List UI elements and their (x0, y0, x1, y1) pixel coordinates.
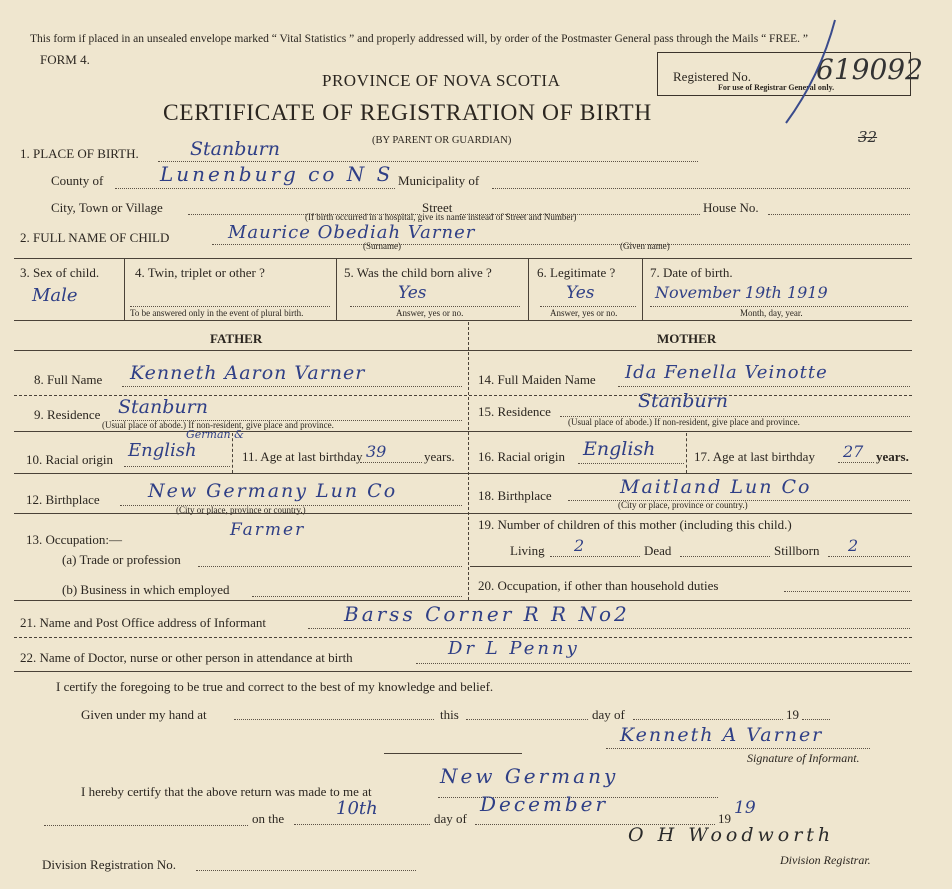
day-of2-label: day of (434, 811, 467, 826)
mother-age-value: 27 (843, 442, 864, 461)
year-prefix: 19 (786, 707, 799, 722)
mother-name-label: 14. Full Maiden Name (478, 372, 596, 387)
doctor-value: Dr L Penny (448, 638, 580, 659)
father-trade-label: (a) Trade or profession (62, 552, 181, 567)
father-residence-note: (Usual place of abode.) If non-resident, give place and province. (102, 420, 334, 430)
mail-notice: This form if placed in an unsealed envelope marked “ Vital Statistics ” and properly addressed will, by order of the Postmaster General pass through the Mails “ FREE. ” (30, 33, 809, 45)
twin-note: To be answered only in the event of plural birth. (130, 308, 304, 318)
doctor-label: 22. Name of Doctor, nurse or other person in attendance at birth (20, 650, 353, 665)
mother-children-label: 19. Number of children of this mother (including this child.) (478, 517, 792, 532)
city-label: City, Town or Village (51, 200, 163, 215)
child-name-label: 2. FULL NAME OF CHILD (20, 230, 170, 245)
mother-racial-label: 16. Racial origin (478, 449, 566, 464)
mother-birthplace-label: 18. Birthplace (478, 488, 552, 503)
father-racial-label: 10. Racial origin (26, 452, 114, 467)
page-title: CERTIFICATE OF REGISTRATION OF BIRTH (163, 100, 652, 126)
given-under-label: Given under my hand at (81, 707, 207, 722)
street-label: Street (422, 200, 453, 215)
father-birthplace-value: New Germany Lun Co (148, 480, 398, 502)
mother-birthplace-note: (City or place, province or country.) (618, 500, 748, 510)
father-racial-extra: German & (186, 428, 244, 441)
stillborn-value: 2 (848, 536, 859, 555)
father-birthplace-label: 12. Birthplace (26, 492, 100, 507)
informant-signature: Kenneth A Varner (620, 724, 824, 746)
surname-note: (Surname) (363, 241, 401, 251)
mother-age-label: 17. Age at last birthday (694, 449, 815, 464)
certify-statement: I certify the foregoing to be true and correct to the best of my knowledge and belief. (56, 679, 494, 694)
legitimate-label: 6. Legitimate ? (537, 265, 616, 280)
day-value: 10th (336, 798, 378, 819)
birth-date-label: 7. Date of birth. (650, 265, 733, 280)
page-subtitle: (BY PARENT OR GUARDIAN) (372, 135, 512, 146)
informant-label: 21. Name and Post Office address of Informant (20, 615, 266, 630)
mother-years-label: years. (876, 449, 909, 464)
registered-label: Registered No. (673, 69, 751, 84)
sex-label: 3. Sex of child. (20, 265, 100, 280)
alive-note: Answer, yes or no. (396, 308, 464, 318)
alive-label: 5. Was the child born alive ? (344, 265, 492, 280)
twin-label: 4. Twin, triplet or other ? (135, 265, 265, 280)
father-years-label: years. (424, 449, 455, 464)
county-value: Lunenburg co N S (160, 162, 394, 186)
mother-name-value: Ida Fenella Veinotte (625, 362, 828, 383)
father-age-label: 11. Age at last birthday (242, 449, 363, 464)
day-of-label: day of (592, 707, 625, 722)
registrar-use-note: For use of Registrar General only. (718, 83, 835, 92)
place-of-birth-value: Stanburn (190, 138, 280, 160)
father-racial-value: English (128, 440, 197, 461)
father-age-value: 39 (366, 442, 387, 461)
given-name-note: (Given name) (620, 241, 670, 251)
sex-value: Male (32, 285, 78, 306)
return-place-value: New Germany (440, 764, 619, 788)
return-label: I hereby certify that the above return was made to me at (81, 784, 372, 799)
municipality-label: Municipality of (398, 173, 480, 188)
child-name-value: Maurice Obediah Varner (228, 222, 476, 243)
living-value: 2 (574, 536, 585, 555)
stillborn-label: Stillborn (774, 543, 820, 558)
year-prefix2: 19 (718, 811, 731, 826)
mother-residence-value: Stanburn (638, 390, 728, 412)
on-the-label: on the (252, 811, 285, 826)
this-label: this (440, 707, 459, 722)
dead-label: Dead (644, 543, 672, 558)
father-occupation-value: Farmer (230, 520, 306, 540)
month-value: December (480, 792, 609, 816)
mother-occupation-label: 20. Occupation, if other than household duties (478, 578, 719, 593)
legitimate-value: Yes (566, 283, 595, 303)
form-number: FORM 4. (40, 52, 90, 67)
father-business-label: (b) Business in which employed (62, 582, 230, 597)
father-name-value: Kenneth Aaron Varner (130, 362, 366, 384)
hospital-note: (If birth occurred in a hospital, give its name instead of Street and Number) (305, 212, 577, 222)
county-label: County of (51, 173, 104, 188)
pen-stroke-icon (780, 18, 840, 128)
father-residence-value: Stanburn (118, 396, 208, 418)
alive-value: Yes (398, 283, 427, 303)
legitimate-note: Answer, yes or no. (550, 308, 618, 318)
mother-birthplace-value: Maitland Lun Co (620, 476, 812, 498)
corner-mark: 32 (858, 128, 878, 146)
informant-value: Barss Corner R R No2 (344, 602, 630, 626)
registrar-label: Division Registrar. (780, 853, 871, 867)
registered-number: 619092 (816, 53, 923, 86)
year-value: 19 (734, 798, 756, 818)
house-label: House No. (703, 200, 759, 215)
father-birthplace-note: (City or place, province or country.) (176, 505, 306, 515)
father-occupation-label: 13. Occupation:— (26, 532, 123, 547)
birth-date-value: November 19th 1919 (655, 283, 828, 302)
registrar-signature: O H Woodworth (628, 824, 835, 846)
place-of-birth-label: 1. PLACE OF BIRTH. (20, 146, 139, 161)
mother-residence-label: 15. Residence (478, 404, 551, 419)
father-name-label: 8. Full Name (34, 372, 103, 387)
mother-heading: MOTHER (657, 331, 717, 346)
division-registration-label: Division Registration No. (42, 857, 176, 872)
mother-residence-note: (Usual place of abode.) If non-resident, give place and province. (568, 417, 800, 427)
province-heading: PROVINCE OF NOVA SCOTIA (322, 71, 561, 90)
birth-date-note: Month, day, year. (740, 308, 803, 318)
father-heading: FATHER (210, 331, 263, 346)
father-residence-label: 9. Residence (34, 407, 101, 422)
signature-label: Signature of Informant. (747, 751, 860, 765)
mother-racial-value: English (583, 438, 656, 460)
living-label: Living (510, 543, 545, 558)
